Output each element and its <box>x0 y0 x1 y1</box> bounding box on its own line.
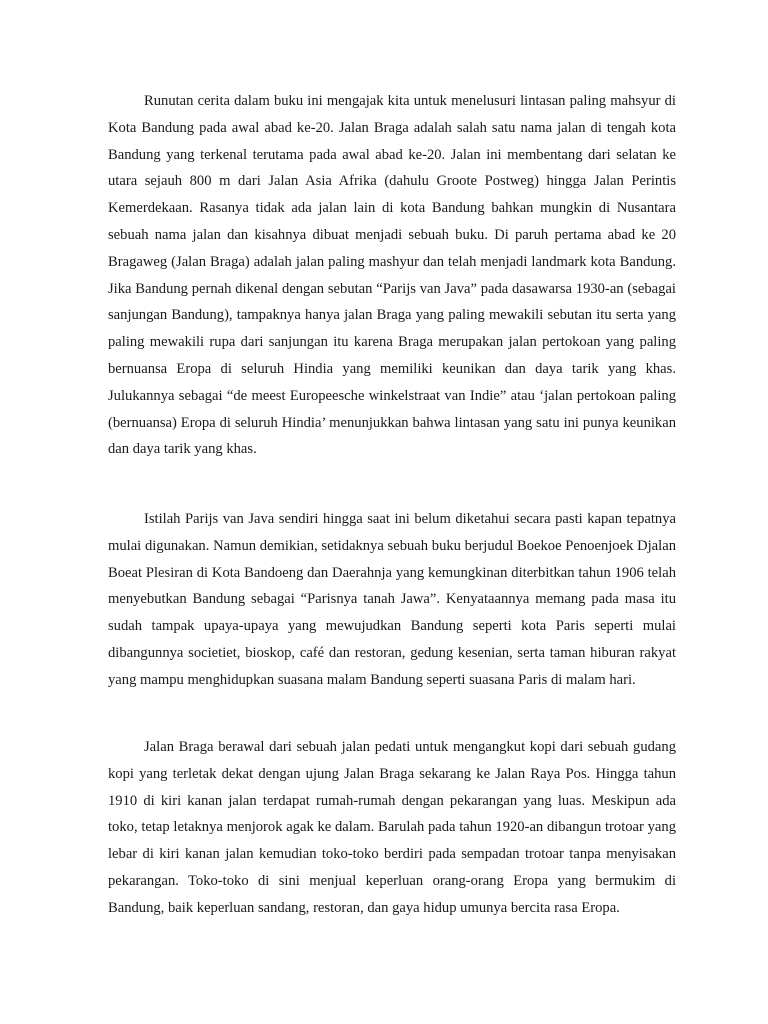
paragraph-2: Istilah Parijs van Java sendiri hingga saat ini belum diketahui secara pasti kapan tepatnya mulai digunakan. Namun demikian, setidaknya sebuah buku berjudul Boekoe Penoenjoek Djalan Boeat Plesiran di Kota Bandoeng dan Daerahnja yang kemungkinan diterbitkan tahun 1906 telah menyebutkan Bandung sebagai “Parisnya tanah Jawa”. Kenyataannya memang pada masa itu sudah tampak upaya-upaya yang mewujudkan Bandung seperti kota Paris seperti mulai dibangunnya societiet, bioskop, café dan restoran, gedung kesenian, serta taman hiburan rakyat yang mampu menghidupkan suasana malam Bandung seperti suasana Paris di malam hari. <box>108 511 676 688</box>
paragraph-3: Jalan Braga berawal dari sebuah jalan pedati untuk mengangkut kopi dari sebuah gudang kopi yang terletak dekat dengan ujung Jalan Braga sekarang ke Jalan Raya Pos. Hingga tahun 1910 di kiri kanan jalan terdapat rumah-rumah dengan pekarangan yang luas. Meskipun ada toko, tetap letaknya menjorok agak ke dalam. Barulah pada tahun 1920-an dibangun trotoar yang lebar di kiri kanan jalan kemudian toko-toko berdiri pada sempadan trotoar tanpa menyisakan pekarangan. Toko-toko di sini menjual keperluan orang-orang Eropa yang bermukim di Bandung, baik keperluan sandang, restoran, dan gaya hidup umunya bercita rasa Eropa. <box>108 739 676 916</box>
paragraph-1: Runutan cerita dalam buku ini mengajak kita untuk menelusuri lintasan paling mahsyur di Kota Bandung pada awal abad ke-20. Jalan Braga adalah salah satu nama jalan di tengah kota Bandung yang terkenal terutama pada awal abad ke-20. Jalan ini membentang dari selatan ke utara sejauh 800 m dari Jalan Asia Afrika (dahulu Groote Postweg) hingga Jalan Perintis Kemerdekaan. Rasanya tidak ada jalan lain di kota Bandung bahkan mungkin di Nusantara sebuah nama jalan dan kisahnya dibuat menjadi sebuah buku. Di paruh pertama abad ke 20 Bragaweg (Jalan Braga) adalah jalan paling mashyur dan telah menjadi landmark kota Bandung. Jika Bandung pernah dikenal dengan sebutan “Parijs van Java” pada dasawarsa 1930-an (sebagai sanjungan Bandung), tampaknya hanya jalan Braga yang paling mewakili sebutan itu serta yang paling mewakili rupa dari sanjungan itu karena Braga merupakan jalan pertokoan yang paling bernuansa Eropa di seluruh Hindia yang memiliki keunikan dan daya tarik yang khas. Julukannya sebagai “de meest Europeesche winkelstraat van Indie” atau ‘jalan pertokoan paling (bernuansa) Eropa di seluruh Hindia’ menunjukkan bahwa lintasan yang satu ini punya keunikan dan daya tarik yang khas. <box>108 93 676 458</box>
